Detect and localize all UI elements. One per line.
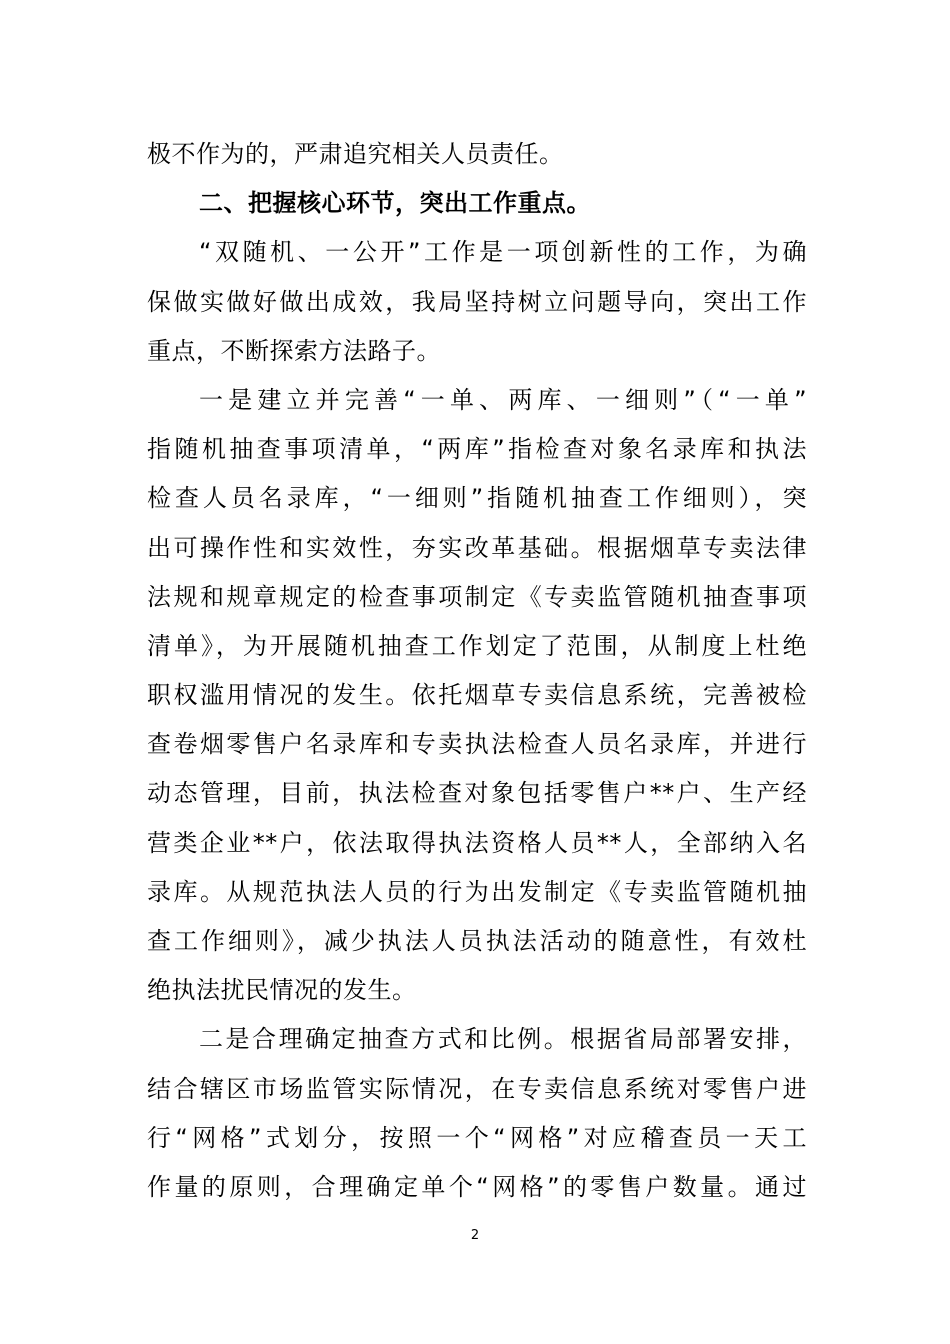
text-line: 动态管理，目前，执法检查对象包括零售户**户、生产经 [147,779,807,808]
text-line: 清单》，为开展随机抽查工作划定了范围，从制度上杜绝 [147,631,807,660]
text-line: 录库。从规范执法人员的行为出发制定《专卖监管随机抽 [147,877,807,906]
text-line: 极不作为的，严肃追究相关人员责任。 [147,140,564,168]
text-line: 作量的原则，合理确定单个“网格”的零售户数量。通过 [147,1172,807,1201]
document-body [147,130,807,1212]
text-line: 行“网格”式划分，按照一个“网格”对应稽查员一天工 [147,1123,807,1152]
text-line: 保做实做好做出成效，我局坚持树立问题导向，突出工作 [147,287,807,316]
text-line: 重点，不断探索方法路子。 [147,336,441,365]
text-line: “双随机、一公开”工作是一项创新性的工作，为确 [199,238,807,267]
text-line: 查工作细则》，减少执法人员执法活动的随意性，有效杜 [147,927,807,955]
text-line: 指随机抽查事项清单，“两库”指检查对象名录库和执法 [147,435,807,464]
text-line: 出可操作性和实效性，夯实改革基础。根据烟草专卖法律 [147,533,807,562]
text-line: 营类企业**户，依法取得执法资格人员**人，全部纳入名 [147,828,807,857]
text-line: 结合辖区市场监管实际情况，在专卖信息系统对零售户进 [147,1074,807,1103]
text-line: 查卷烟零售户名录库和专卖执法检查人员名录库，并进行 [147,730,807,759]
text-line: 法规和规章规定的检查事项制定《专卖监管随机抽查事项 [147,582,807,611]
text-line: 检查人员名录库，“一细则”指随机抽查工作细则），突 [147,484,807,513]
section-heading: 二、把握核心环节，突出工作重点。 [199,189,591,218]
text-line: 一是建立并完善“一单、两库、一细则”（“一单” [199,385,807,414]
text-line: 职权滥用情况的发生。依托烟草专卖信息系统，完善被检 [147,681,807,710]
text-line: 二是合理确定抽查方式和比例。根据省局部署安排， [199,1025,807,1054]
text-line: 绝执法扰民情况的发生。 [147,976,417,1005]
page-number: 2 [470,1228,480,1243]
